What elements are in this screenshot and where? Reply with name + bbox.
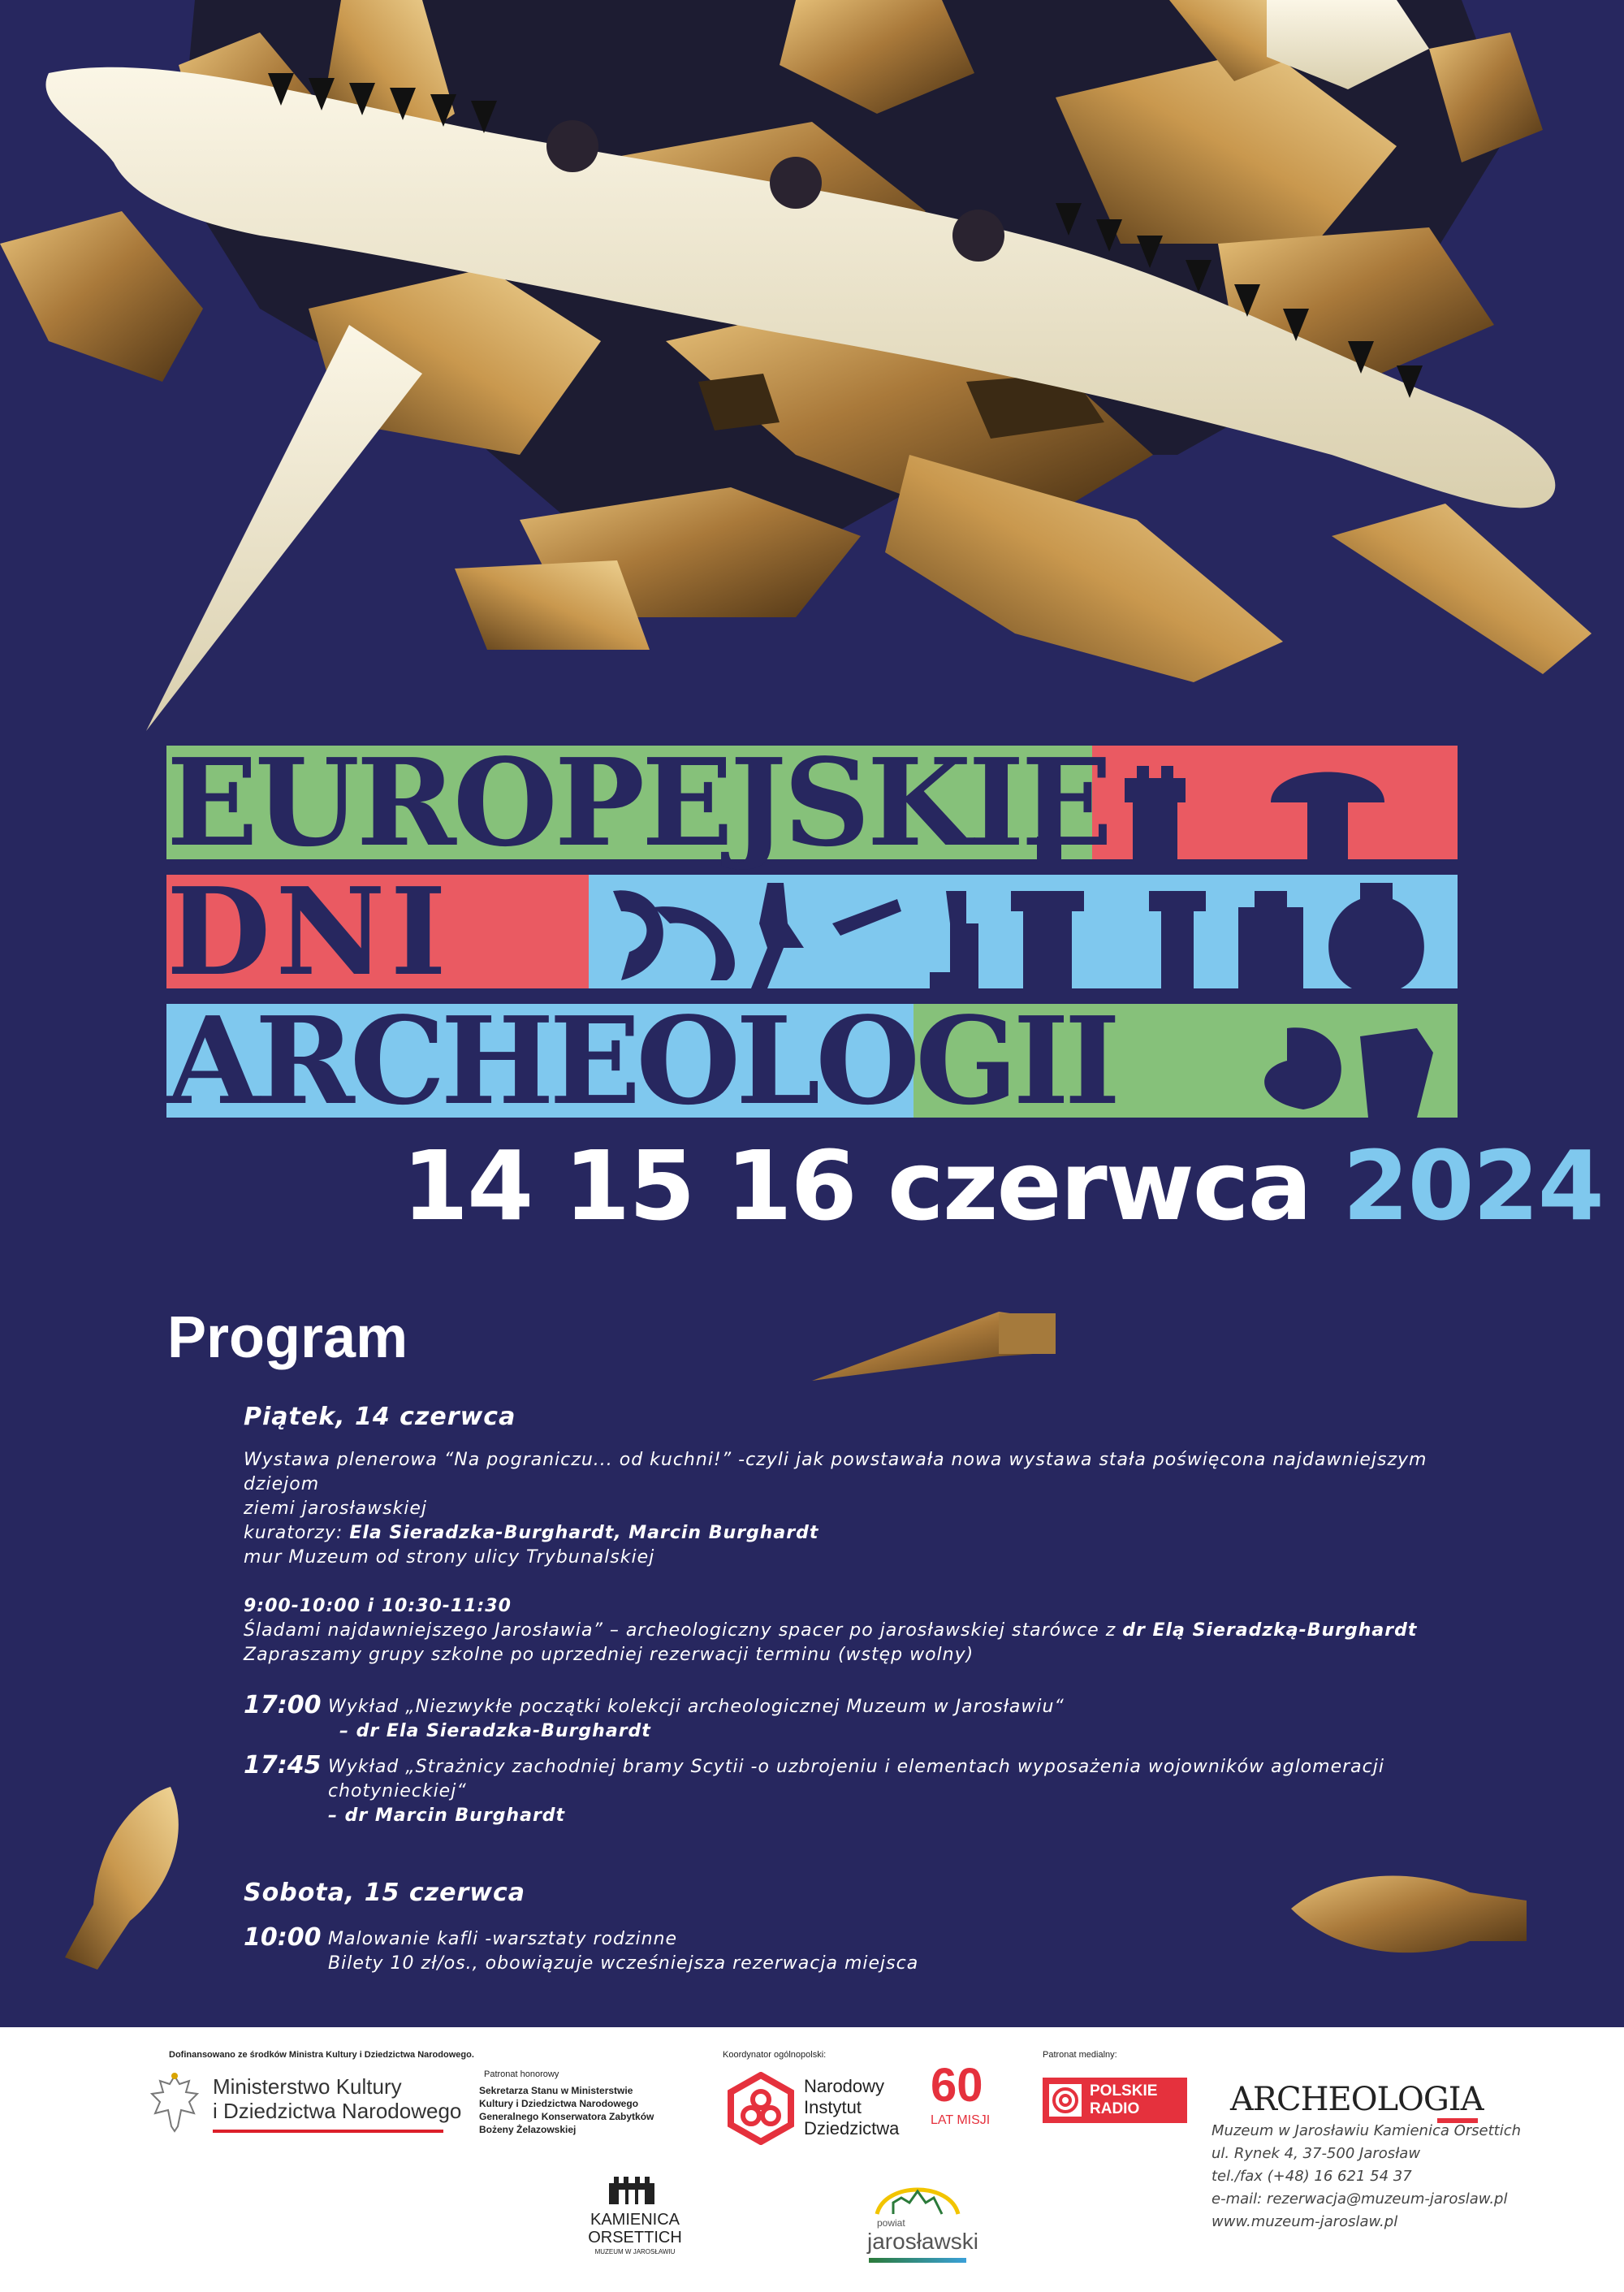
- lecture-1-item: 17:00 Wykład „Niezwykłe początki kolekcji archeologicznej Muzeum w Jarosławiu“ – dr Ela Sieradzka-Burghardt: [244, 1691, 1065, 1741]
- workshop-item: 10:00 Malowanie kafli -warsztaty rodzinne Bilety 10 zł/os., obowiązuje wcześniejsza rezerwacja miejsca: [244, 1923, 919, 1974]
- lecture-2-item: 17:45 Wykład „Strażnicy zachodniej bramy Scytii -o uzbrojeniu i elementach wyposażenia wojowników aglomeracji chotynieckiej“ – dr Marcin Burghardt: [244, 1751, 1384, 1826]
- polskie-radio-logo: POLSKIE RADIO: [1043, 2078, 1187, 2123]
- saturday-heading: Sobota, 15 czerwca: [244, 1879, 526, 1907]
- title-band-3: [166, 990, 1458, 1131]
- title-line-2: DNI: [166, 861, 451, 1002]
- radio-icon: [1047, 2082, 1083, 2118]
- event-date: [0, 1130, 1624, 1242]
- title-band-1: [166, 732, 1458, 873]
- bone-tooth: [146, 325, 422, 731]
- media-label: Patronat medialny:: [1043, 2050, 1117, 2060]
- arrowhead-decoration-3: [1291, 1860, 1535, 1965]
- powiat-logo-icon: [861, 2173, 974, 2222]
- program-list: [244, 1401, 1445, 1984]
- archeologia-logo: ARCHEOLOGIA: [1230, 2081, 1484, 2118]
- friday-heading: Piątek, 14 czerwca: [244, 1403, 516, 1431]
- eagle-icon: [149, 2073, 201, 2134]
- arrowhead-decoration-2: [49, 1783, 195, 1986]
- nid-sixty: 60: [931, 2059, 983, 2112]
- honorary-label: Patronat honorowy: [484, 2069, 559, 2079]
- ministry-logo: Ministerstwo Kultury i Dziedzictwa Narodowego: [213, 2074, 462, 2123]
- kamienica-name: KAMIENICA ORSETTICH MUZEUM W JAROSŁAWIU: [588, 2211, 682, 2255]
- hero-artifacts-image: [0, 0, 1624, 731]
- museum-contact: Muzeum w Jarosławiu Kamienica Orsettich ul. Rynek 4, 37-500 Jarosław tel./fax (+48) 16 621 54 37 e-mail: rezerwacja@muzeum-jaroslaw.pl www.muzeum-jaroslaw.pl: [1212, 2120, 1521, 2234]
- powiat-name: jarosławski: [867, 2229, 978, 2254]
- date-year: 2024: [1342, 1130, 1603, 1242]
- title-line-1: EUROPEJSKIE: [166, 732, 1110, 873]
- powiat-small: powiat: [877, 2217, 905, 2229]
- title-line-3: ARCHEOLOGII: [166, 990, 1116, 1131]
- ministry-underline: [213, 2130, 443, 2133]
- date-days: 14 15 16 czerwca: [402, 1130, 1311, 1242]
- coordinator-label: Koordynator ogólnopolski:: [723, 2050, 827, 2060]
- funding-note: Dofinansowano ze środków Ministra Kultury i Dziedzictwa Narodowego.: [169, 2050, 474, 2060]
- nid-mission: LAT MISJI: [931, 2113, 991, 2127]
- powiat-underline: [869, 2258, 966, 2263]
- program-heading: Program: [167, 1305, 408, 1370]
- kamienica-logo-icon: [607, 2167, 656, 2206]
- contact-email[interactable]: e-mail: rezerwacja@muzeum-jaroslaw.pl: [1212, 2190, 1508, 2208]
- honorary-patron: Sekretarza Stanu w Ministerstwie Kultury i Dziedzictwa Narodowego Generalnego Konserwatora Zabytków Bożeny Żelazowskiej: [479, 2085, 654, 2135]
- walk-item: 9:00-10:00 i 10:30-11:30 Śladami najdawniejszego Jarosławia” – archeologiczny spacer po jarosławskiej starówce z dr Elą Sieradzką-Burghardt Zapraszamy grupy szkolne po uprzedniej rezerwacji terminu (wstęp wolny): [244, 1596, 1418, 1665]
- title-band-2: [166, 861, 1458, 1002]
- contact-website[interactable]: www.muzeum-jaroslaw.pl: [1212, 2213, 1398, 2230]
- nid-logo-icon: [724, 2072, 797, 2145]
- nid-name: Narodowy Instytut Dziedzictwa: [804, 2076, 900, 2138]
- arrowhead-decoration-1: [812, 1304, 1064, 1389]
- exhibition-item: Wystawa plenerowa “Na pograniczu... od kuchni!” -czyli jak powstawała nowa wystawa stała poświęcona najdawniejszym dziejom ziemi jarosławskiej kuratorzy: Ela Sieradzka-Burghardt, Marcin Burghardt mur Muzeum od strony ulicy Trybunalskiej: [244, 1450, 1427, 1568]
